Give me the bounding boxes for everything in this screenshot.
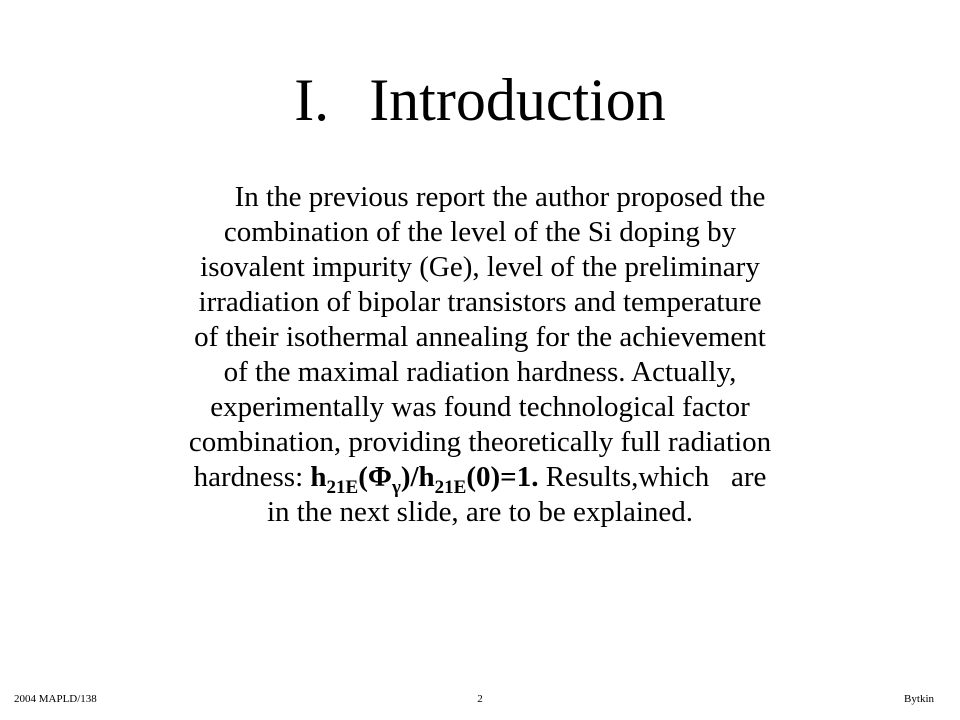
footer-left: 2004 MAPLD/138 — [14, 693, 97, 705]
formula — [310, 461, 539, 498]
formula-divide: )/h — [400, 461, 435, 493]
body-line-1: In the previous report the author proposed the — [234, 181, 766, 213]
body-line-8: combination, providing theoretically full radiation — [188, 426, 772, 458]
body-line-last: in the next slide, are to be explained. — [267, 496, 693, 528]
body-line-3: isovalent impurity (Ge), level of the preliminary — [200, 251, 760, 283]
slide-title — [0, 62, 960, 138]
formula-h: h — [310, 461, 327, 493]
formula-prefix: hardness: — [193, 461, 311, 493]
formula-tail: (0)=1. — [466, 461, 539, 493]
formula-phi: (Φ — [358, 461, 392, 493]
body-line-formula — [100, 460, 860, 498]
body-line-6: of the maximal radiation hardness. Actually, — [223, 356, 737, 388]
footer-page-number: 2 — [477, 693, 483, 705]
title-text: Introduction — [369, 67, 666, 133]
formula-sub-2: 21E — [434, 477, 467, 498]
body-paragraph — [100, 180, 860, 530]
footer-author: Bytkin — [904, 693, 934, 705]
body-line-2: combination of the level of the Si doping by — [223, 216, 737, 248]
formula-suffix: Results,which are — [538, 461, 767, 493]
formula-sub-1: 21E — [326, 477, 359, 498]
formula-gamma: γ — [391, 477, 401, 498]
body-line-4: irradiation of bipolar transistors and temperature — [198, 286, 762, 318]
body-line-7: experimentally was found technological factor — [210, 391, 750, 423]
title-number: I. — [294, 67, 330, 133]
body-line-5: of their isothermal annealing for the achievement — [194, 321, 766, 353]
